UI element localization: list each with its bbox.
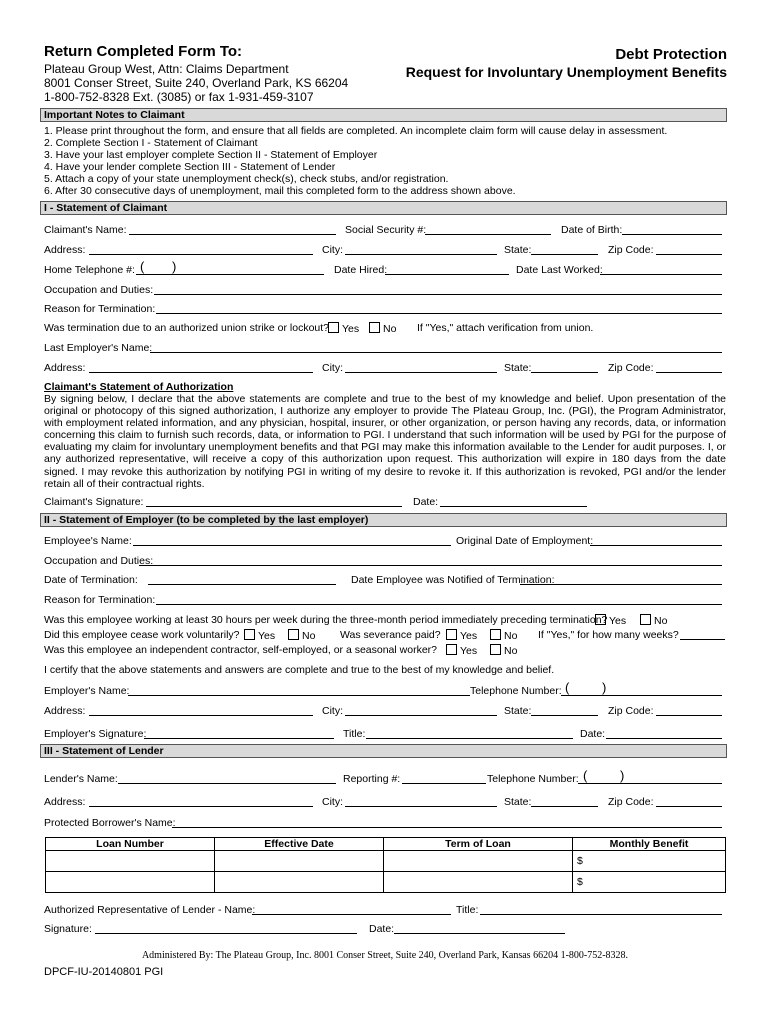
- claimant-date-field[interactable]: [440, 506, 587, 507]
- employee-name-label: Employee's Name:: [44, 535, 132, 547]
- term-of-loan-cell[interactable]: [384, 872, 573, 893]
- form-title-line-2: Request for Involuntary Unemployment Benefits: [405, 64, 727, 80]
- rep-name-label: Authorized Representative of Lender - Name:: [44, 904, 256, 916]
- date-notified-field[interactable]: [520, 584, 722, 585]
- employer-address-label: Address:: [44, 362, 86, 374]
- claimant-name-field[interactable]: [129, 234, 336, 235]
- table-row: [46, 851, 726, 872]
- note-item: 3. Have your last employer complete Section II - Statement of Employer: [44, 149, 378, 161]
- employer-occupation-label: Occupation and Duties:: [44, 555, 154, 567]
- section-3-heading: III - Statement of Lender: [40, 744, 727, 758]
- severance-no-label: No: [504, 630, 518, 642]
- administered-by-footer: Administered By: The Plateau Group, Inc. 8001 Conser Street, Suite 240, Overland Park, Kansas 66204 1-800-752-8328.: [141, 950, 629, 961]
- lender-state-label: State:: [504, 796, 532, 808]
- reason-field[interactable]: [156, 313, 722, 314]
- city-field[interactable]: [345, 254, 497, 255]
- contractor-no-label: No: [504, 645, 518, 657]
- return-address-line-1: Plateau Group West, Attn: Claims Department: [44, 62, 289, 76]
- currency-symbol: $: [577, 855, 583, 867]
- voluntary-no-option[interactable]: [288, 629, 315, 642]
- loan-table-header-row: [46, 838, 726, 851]
- employer2-zip-label: Zip Code:: [608, 705, 654, 717]
- note-item: 1. Please print throughout the form, and ensure that all fields are completed. An incomplete claim form will cause delay in assessment.: [44, 125, 668, 137]
- employer-state-field[interactable]: [531, 372, 598, 373]
- employer-city-field[interactable]: [345, 372, 497, 373]
- employer-zip-label: Zip Code:: [608, 362, 654, 374]
- employer-title-field[interactable]: [366, 738, 573, 739]
- return-to-title: Return Completed Form To:: [44, 43, 243, 60]
- employer-city-label: City:: [322, 362, 343, 374]
- note-item: 4. Have your lender complete Section III - Statement of Lender: [44, 161, 336, 173]
- hours-yes-label: Yes: [609, 615, 627, 627]
- employer-name-field[interactable]: [128, 695, 470, 696]
- severance-no-checkbox[interactable]: [490, 629, 501, 640]
- form-title-line-1: Debt Protection: [615, 46, 727, 63]
- union-yes-option[interactable]: [328, 322, 359, 335]
- term-of-loan-cell[interactable]: [384, 851, 573, 872]
- lender-date-field[interactable]: [394, 933, 565, 934]
- address-field[interactable]: [89, 254, 313, 255]
- employer2-address-label: Address:: [44, 705, 86, 717]
- hours-no-label: No: [654, 615, 668, 627]
- effective-date-header: Effective Date: [215, 838, 384, 851]
- union-note: If "Yes," attach verification from union.: [417, 322, 594, 334]
- claimant-signature-field[interactable]: [146, 506, 402, 507]
- voluntary-question: Did this employee cease work voluntarily?: [44, 629, 240, 641]
- lender-address-label: Address:: [44, 796, 86, 808]
- employer-reason-label: Reason for Termination:: [44, 594, 156, 606]
- hours-no-option[interactable]: [640, 614, 667, 627]
- table-row: [46, 872, 726, 893]
- date-termination-field[interactable]: [148, 584, 336, 585]
- lender-city-label: City:: [322, 796, 343, 808]
- effective-date-cell[interactable]: [215, 851, 384, 872]
- dob-label: Date of Birth:: [561, 224, 623, 236]
- occupation-field[interactable]: [154, 294, 722, 295]
- employer-telephone-field[interactable]: [561, 695, 722, 696]
- severance-no-option[interactable]: [490, 629, 517, 642]
- date-notified-label: Date Employee was Notified of Termination:: [351, 574, 555, 586]
- borrower-name-field[interactable]: [172, 827, 722, 828]
- return-address-line-3: 1-800-752-8328 Ext. (3085) or fax 1-931-459-3107: [44, 90, 314, 104]
- note-item: 6. After 30 consecutive days of unemployment, mail this completed form to the address shown above.: [44, 185, 516, 197]
- contractor-yes-checkbox[interactable]: [446, 644, 457, 655]
- union-no-checkbox[interactable]: [369, 322, 380, 333]
- date-termination-label: Date of Termination:: [44, 574, 138, 586]
- state-label: State:: [504, 244, 532, 256]
- hours-no-checkbox[interactable]: [640, 614, 651, 625]
- voluntary-no-checkbox[interactable]: [288, 629, 299, 640]
- loan-number-cell[interactable]: [46, 851, 215, 872]
- section-2-heading: II - Statement of Employer (to be completed by the last employer): [40, 513, 727, 527]
- monthly-benefit-header: Monthly Benefit: [573, 838, 726, 851]
- home-telephone-label: Home Telephone #:: [44, 264, 135, 276]
- voluntary-yes-checkbox[interactable]: [244, 629, 255, 640]
- union-question: Was termination due to an authorized union strike or lockout?: [44, 322, 330, 334]
- original-date-label: Original Date of Employment:: [456, 535, 594, 547]
- authorization-text: By signing below, I declare that the above statements are complete and true to the best of my knowledge and belief. Upon presentation of the original or photocopy of this signed authorization, I authorize any employer to provide The Plateau Group, Inc. (PGI), the Program Administrator, with employment related information, and any physician, hospital, insurer, or other organization, or person having any records, data, or information concerning this claim to furnish such records, data, or information to PGI. I understand that such information will be used by PGI for the purpose of evaluating my claim for involuntary unemployment benefits and that PGI may make this information available to the Lender for audit purposes. I, or any authorized representative, will receive a copy of this authorization upon request. This authorization will expire in 180 days from the date signed. I may revoke this authorization by notifying PGI in writing of my desire to revoke it. If this authorization is revoked, PGI and/or the lender retain all of their contractual rights.: [44, 393, 726, 490]
- date-last-worked-field[interactable]: [600, 274, 722, 275]
- notes-heading: Important Notes to Claimant: [40, 108, 727, 122]
- employer2-state-field[interactable]: [531, 715, 598, 716]
- contractor-yes-label: Yes: [460, 645, 478, 657]
- rep-name-field[interactable]: [252, 914, 451, 915]
- union-no-label: No: [383, 323, 397, 335]
- lender-signature-field[interactable]: [95, 933, 357, 934]
- address-label: Address:: [44, 244, 86, 256]
- employer2-city-label: City:: [322, 705, 343, 717]
- lender-zip-field[interactable]: [656, 806, 722, 807]
- union-no-option[interactable]: [369, 322, 396, 335]
- lender-name-field[interactable]: [118, 783, 336, 784]
- loan-number-cell[interactable]: [46, 872, 215, 893]
- form-code: DPCF-IU-20140801 PGI: [44, 966, 164, 978]
- area-code-close-paren: ): [172, 259, 177, 274]
- employer-occupation-field[interactable]: [139, 565, 722, 566]
- employer-area-open-paren: (: [565, 680, 570, 695]
- lender-city-field[interactable]: [345, 806, 497, 807]
- rep-title-label: Title:: [456, 904, 479, 916]
- lender-date-label: Date:: [369, 923, 395, 935]
- employer-address-field[interactable]: [89, 372, 313, 373]
- hours-question: Was this employee working at least 30 hours per week during the three-month period immediately preceding termination?: [44, 614, 608, 626]
- area-code-open-paren: (: [140, 259, 145, 274]
- employer-state-label: State:: [504, 362, 532, 374]
- section-1-heading: I - Statement of Claimant: [40, 201, 727, 215]
- employer2-address-field[interactable]: [89, 715, 313, 716]
- claimant-date-label: Date:: [413, 496, 439, 508]
- last-employer-label: Last Employer's Name:: [44, 342, 153, 354]
- weeks-question: If "Yes," for how many weeks?: [538, 629, 679, 641]
- zip-field[interactable]: [656, 254, 722, 255]
- date-hired-field[interactable]: [385, 274, 509, 275]
- contractor-question: Was this employee an independent contractor, self-employed, or a seasonal worker?: [44, 644, 437, 656]
- employee-name-field[interactable]: [133, 545, 451, 546]
- lender-state-field[interactable]: [531, 806, 598, 807]
- lender-telephone-field[interactable]: [578, 783, 722, 784]
- last-employer-field[interactable]: [150, 352, 722, 353]
- employer-zip-field[interactable]: [656, 372, 722, 373]
- ssn-label: Social Security #:: [345, 224, 427, 236]
- reporting-field[interactable]: [402, 783, 486, 784]
- loan-table: [45, 837, 726, 893]
- lender-area-close-paren: ): [620, 768, 625, 783]
- contractor-no-checkbox[interactable]: [490, 644, 501, 655]
- monthly-benefit-cell[interactable]: [573, 851, 726, 872]
- employer-signature-label: Employer's Signature:: [44, 728, 147, 740]
- union-yes-checkbox[interactable]: [328, 322, 339, 333]
- occupation-label: Occupation and Duties:: [44, 284, 154, 296]
- hours-yes-option[interactable]: [595, 614, 626, 627]
- voluntary-no-label: No: [302, 630, 316, 642]
- term-of-loan-header: Term of Loan: [384, 838, 573, 851]
- severance-yes-checkbox[interactable]: [446, 629, 457, 640]
- employer2-state-label: State:: [504, 705, 532, 717]
- lender-zip-label: Zip Code:: [608, 796, 654, 808]
- lender-address-field[interactable]: [89, 806, 313, 807]
- union-yes-label: Yes: [342, 323, 360, 335]
- employer-date-field[interactable]: [606, 738, 722, 739]
- reason-label: Reason for Termination:: [44, 303, 156, 315]
- effective-date-cell[interactable]: [215, 872, 384, 893]
- authorization-heading: Claimant's Statement of Authorization: [44, 381, 234, 393]
- lender-name-label: Lender's Name:: [44, 773, 118, 785]
- currency-symbol: $: [577, 876, 583, 888]
- hours-yes-checkbox[interactable]: [595, 614, 606, 625]
- weeks-field[interactable]: [680, 639, 725, 640]
- note-item: 5. Attach a copy of your state unemployment check(s), check stubs, and/or registration.: [44, 173, 449, 185]
- note-item: 2. Complete Section I - Statement of Claimant: [44, 137, 258, 149]
- return-address-line-2: 8001 Conser Street, Suite 240, Overland Park, KS 66204: [44, 76, 349, 90]
- contractor-no-option[interactable]: [490, 644, 517, 657]
- claimant-signature-label: Claimant's Signature:: [44, 496, 144, 508]
- employer-certify-text: I certify that the above statements and answers are complete and true to the best of my knowledge and belief.: [44, 664, 555, 676]
- loan-number-header: Loan Number: [46, 838, 215, 851]
- zip-label: Zip Code:: [608, 244, 654, 256]
- lender-signature-label: Signature:: [44, 923, 92, 935]
- state-field[interactable]: [531, 254, 598, 255]
- severance-question: Was severance paid?: [340, 629, 441, 641]
- date-hired-label: Date Hired:: [334, 264, 388, 276]
- severance-yes-option[interactable]: [446, 629, 477, 642]
- rep-title-field[interactable]: [480, 914, 722, 915]
- lender-area-open-paren: (: [583, 768, 588, 783]
- employer-area-close-paren: ): [602, 680, 607, 695]
- employer2-city-field[interactable]: [345, 715, 497, 716]
- severance-yes-label: Yes: [460, 630, 478, 642]
- employer-name-label: Employer's Name:: [44, 685, 130, 697]
- original-date-field[interactable]: [590, 545, 722, 546]
- contractor-yes-option[interactable]: [446, 644, 477, 657]
- employer2-zip-field[interactable]: [656, 715, 722, 716]
- date-last-worked-label: Date Last Worked:: [516, 264, 603, 276]
- monthly-benefit-cell[interactable]: [573, 872, 726, 893]
- borrower-name-label: Protected Borrower's Name:: [44, 817, 176, 829]
- employer-date-label: Date:: [580, 728, 606, 740]
- employer-reason-field[interactable]: [156, 604, 722, 605]
- claimant-name-label: Claimant's Name:: [44, 224, 127, 236]
- dob-field[interactable]: [622, 234, 722, 235]
- voluntary-yes-label: Yes: [258, 630, 276, 642]
- lender-telephone-label: Telephone Number:: [487, 773, 579, 785]
- notes-list: [44, 125, 667, 197]
- ssn-field[interactable]: [425, 234, 551, 235]
- reporting-label: Reporting #:: [343, 773, 401, 785]
- employer-title-label: Title:: [343, 728, 366, 740]
- employer-signature-field[interactable]: [144, 738, 334, 739]
- employer-telephone-label: Telephone Number:: [470, 685, 562, 697]
- voluntary-yes-option[interactable]: [244, 629, 275, 642]
- city-label: City:: [322, 244, 343, 256]
- home-telephone-field[interactable]: [136, 274, 324, 275]
